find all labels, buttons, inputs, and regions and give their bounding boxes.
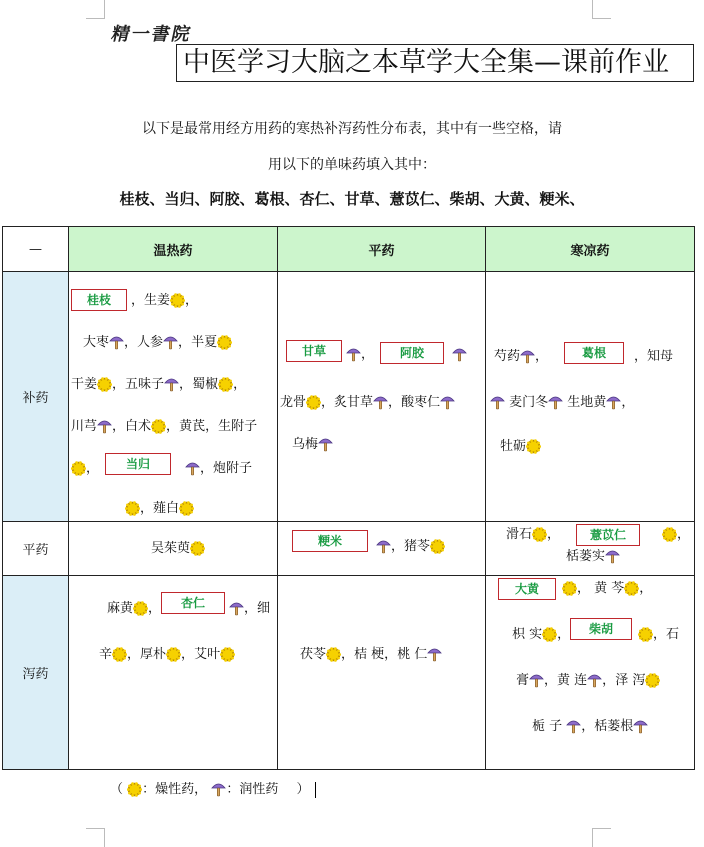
comma: ， bbox=[131, 293, 145, 308]
cell-neutral-cold bbox=[486, 522, 695, 576]
sun-icon bbox=[97, 376, 112, 393]
herb: 人参 bbox=[137, 335, 164, 350]
sun-icon bbox=[217, 334, 232, 351]
herb: 乌梅 bbox=[292, 437, 319, 452]
mushroom-icon bbox=[373, 394, 388, 411]
col-header-cold: 寒凉药 bbox=[486, 227, 695, 272]
comma: ， bbox=[577, 581, 591, 596]
comma: ， bbox=[200, 461, 214, 476]
comma: ， bbox=[233, 377, 247, 392]
comma: ， bbox=[677, 527, 691, 542]
answer-box[interactable]: 当归 bbox=[105, 453, 171, 475]
herb: 芍药 bbox=[494, 349, 521, 364]
herb: 酸枣仁 bbox=[401, 395, 441, 410]
herb: 白术 bbox=[125, 419, 152, 434]
comma: ， bbox=[179, 377, 193, 392]
sun-icon bbox=[624, 580, 639, 597]
answer-box[interactable]: 甘草 bbox=[286, 340, 342, 362]
mushroom-icon bbox=[490, 394, 505, 411]
mushroom-icon bbox=[185, 460, 200, 477]
mushroom-icon bbox=[346, 346, 361, 363]
comma: ， bbox=[124, 335, 138, 350]
sun-icon bbox=[306, 394, 321, 411]
herb: 薤白 bbox=[153, 501, 180, 516]
mushroom-icon bbox=[164, 376, 179, 393]
comma: ， bbox=[639, 581, 653, 596]
mushroom-icon bbox=[606, 394, 621, 411]
legend-close: ） bbox=[296, 782, 310, 797]
mushroom-icon bbox=[211, 781, 226, 798]
crop-mark-top-left bbox=[86, 0, 105, 19]
herb: 艾叶 bbox=[194, 647, 221, 662]
comma: ， bbox=[581, 719, 595, 734]
crop-mark-bottom-left bbox=[86, 828, 105, 847]
cell-neutral-warm bbox=[69, 522, 278, 576]
herb: 桔 梗 bbox=[354, 647, 385, 662]
herb: 干姜 bbox=[71, 377, 98, 392]
sun-icon bbox=[112, 646, 127, 663]
mushroom-icon bbox=[587, 672, 602, 689]
crop-mark-top-right bbox=[592, 0, 611, 19]
herb: 茯苓 bbox=[300, 647, 327, 662]
sun-icon bbox=[645, 672, 660, 689]
sun-icon bbox=[125, 500, 140, 517]
herb: 半夏 bbox=[191, 335, 218, 350]
comma: ， bbox=[621, 395, 635, 410]
herb: 炮附子 bbox=[213, 461, 253, 476]
herb: 川芎 bbox=[71, 419, 98, 434]
sun-icon bbox=[326, 646, 341, 663]
legend-moist: ：润性药 bbox=[226, 782, 279, 797]
mushroom-icon bbox=[229, 600, 244, 617]
mushroom-icon bbox=[427, 646, 442, 663]
cell-purge-cold bbox=[486, 576, 695, 770]
herb: 栀 子 bbox=[532, 719, 563, 734]
mushroom-icon bbox=[452, 346, 467, 363]
answer-box[interactable]: 葛根 bbox=[564, 342, 624, 364]
legend bbox=[110, 778, 316, 798]
herb: 滑石 bbox=[506, 527, 533, 542]
mushroom-icon bbox=[548, 394, 563, 411]
sun-icon bbox=[542, 626, 557, 643]
cell-tonify-cold bbox=[486, 272, 695, 522]
mushroom-icon bbox=[97, 418, 112, 435]
sun-icon bbox=[430, 538, 445, 555]
herb: 生地黄 bbox=[567, 395, 607, 410]
col-header-neutral: 平药 bbox=[278, 227, 486, 272]
mushroom-icon bbox=[318, 436, 333, 453]
cell-tonify-neutral bbox=[278, 272, 486, 522]
comma: ， bbox=[140, 501, 154, 516]
mushroom-icon bbox=[605, 548, 620, 565]
herb: 细 bbox=[257, 601, 271, 616]
herb: 大枣 bbox=[83, 335, 110, 350]
comma: ， bbox=[391, 539, 405, 554]
sun-icon bbox=[179, 500, 194, 517]
comma: ， bbox=[321, 395, 335, 410]
comma: ， bbox=[547, 527, 561, 542]
answer-box[interactable]: 粳米 bbox=[292, 530, 368, 552]
answer-box[interactable]: 薏苡仁 bbox=[576, 524, 640, 546]
comma: ， bbox=[653, 627, 667, 642]
page-title: 中医学习大脑之本草学大全集—课前作业 bbox=[176, 44, 694, 82]
herb: 桃 仁 bbox=[397, 647, 428, 662]
herb: 麦门冬 bbox=[509, 395, 549, 410]
comma: ， bbox=[148, 601, 162, 616]
mushroom-icon bbox=[440, 394, 455, 411]
herb: 吴茱萸 bbox=[151, 541, 191, 556]
mushroom-icon bbox=[529, 672, 544, 689]
herb: 五味子 bbox=[125, 377, 165, 392]
herb: 石 bbox=[666, 627, 680, 642]
herb: 知母 bbox=[647, 349, 674, 364]
herb: 牡砺 bbox=[500, 439, 527, 454]
herb: 厚朴 bbox=[140, 647, 167, 662]
sun-icon bbox=[662, 526, 677, 543]
legend-open: （ bbox=[110, 782, 124, 797]
mushroom-icon bbox=[566, 718, 581, 735]
herb: 栝蒌实 bbox=[566, 549, 606, 564]
herb: 栝蒌根 bbox=[594, 719, 634, 734]
sun-icon bbox=[190, 540, 205, 557]
comma: ， bbox=[557, 627, 571, 642]
cell-purge-warm bbox=[69, 576, 278, 770]
comma: ， bbox=[602, 673, 616, 688]
comma: ， bbox=[112, 377, 126, 392]
sun-icon bbox=[526, 438, 541, 455]
sun-icon bbox=[71, 460, 86, 477]
comma: ， bbox=[634, 349, 648, 364]
herb: 辛 bbox=[99, 647, 113, 662]
herb: 黄 连 bbox=[557, 673, 588, 688]
text-cursor bbox=[315, 782, 316, 798]
sun-icon bbox=[133, 600, 148, 617]
herb: 龙骨 bbox=[280, 395, 307, 410]
sun-icon bbox=[127, 781, 142, 798]
comma: ， bbox=[205, 419, 219, 434]
herb: 泽 泻 bbox=[615, 673, 646, 688]
property-table bbox=[2, 226, 695, 770]
answer-box[interactable]: 柴胡 bbox=[570, 618, 632, 640]
sun-icon bbox=[218, 376, 233, 393]
mushroom-icon bbox=[520, 348, 535, 365]
sun-icon bbox=[562, 580, 577, 597]
comma: ， bbox=[535, 349, 549, 364]
legend-dry: ：燥性药， bbox=[142, 782, 208, 797]
row-header-purge: 泻药 bbox=[3, 576, 69, 770]
herb: 黄 芩 bbox=[594, 581, 625, 596]
mushroom-icon bbox=[633, 718, 648, 735]
comma: ， bbox=[384, 647, 398, 662]
comma: ， bbox=[388, 395, 402, 410]
sun-icon bbox=[166, 646, 181, 663]
crop-mark-bottom-right bbox=[592, 828, 611, 847]
cell-neutral-neutral bbox=[278, 522, 486, 576]
herb: 生附子 bbox=[218, 419, 258, 434]
herb: 枳 实 bbox=[512, 627, 543, 642]
answer-box[interactable]: 大黄 bbox=[498, 578, 556, 600]
comma: ， bbox=[127, 647, 141, 662]
sun-icon bbox=[151, 418, 166, 435]
corner-cell: — bbox=[3, 227, 69, 272]
cell-tonify-warm bbox=[69, 272, 278, 522]
answer-box[interactable]: 阿胶 bbox=[380, 342, 444, 364]
answer-box[interactable]: 杏仁 bbox=[161, 592, 225, 614]
row-header-neutral: 平药 bbox=[3, 522, 69, 576]
herb: 蜀椒 bbox=[192, 377, 219, 392]
herb: 炙甘草 bbox=[334, 395, 374, 410]
col-header-warm: 温热药 bbox=[69, 227, 278, 272]
comma: ， bbox=[341, 647, 355, 662]
cell-purge-neutral bbox=[278, 576, 486, 770]
herb: 生姜 bbox=[144, 293, 171, 308]
comma: ， bbox=[178, 335, 192, 350]
sun-icon bbox=[532, 526, 547, 543]
herb-list: 桂枝、当归、阿胶、葛根、杏仁、甘草、薏苡仁、柴胡、大黄、粳米、 bbox=[119, 190, 585, 208]
comma: ， bbox=[185, 293, 199, 308]
comma: ， bbox=[544, 673, 558, 688]
answer-box[interactable]: 桂枝 bbox=[71, 289, 127, 311]
comma: ， bbox=[86, 461, 100, 476]
comma: ， bbox=[244, 601, 258, 616]
mushroom-icon bbox=[163, 334, 178, 351]
comma: ， bbox=[181, 647, 195, 662]
mushroom-icon bbox=[376, 538, 391, 555]
herb: 膏 bbox=[516, 673, 530, 688]
herb: 猪苓 bbox=[404, 539, 431, 554]
comma: ， bbox=[361, 347, 375, 362]
row-header-tonify: 补药 bbox=[3, 272, 69, 522]
sun-icon bbox=[220, 646, 235, 663]
herb: 麻黄 bbox=[107, 601, 134, 616]
comma: ， bbox=[112, 419, 126, 434]
intro-line-1: 以下是最常用经方用药的寒热补泻药性分布表，其中有一些空格，请 bbox=[142, 121, 562, 137]
sun-icon bbox=[170, 292, 185, 309]
comma: ， bbox=[166, 419, 180, 434]
sun-icon bbox=[638, 626, 653, 643]
intro-line-2: 用以下的单味药填入其中： bbox=[268, 157, 436, 173]
mushroom-icon bbox=[109, 334, 124, 351]
logo: 精一書院 bbox=[109, 24, 194, 45]
herb: 黄芪 bbox=[179, 419, 206, 434]
